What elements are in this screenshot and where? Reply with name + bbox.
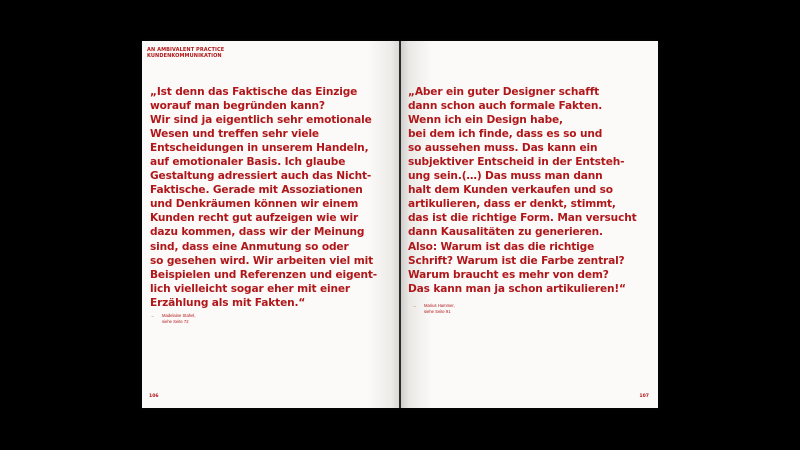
note-author: Marius Hammer, xyxy=(424,303,455,308)
quote-line: Erzählung als mit Fakten.“ xyxy=(150,296,306,309)
quote-line: Schrift? Warum ist die Farbe zentral? xyxy=(408,254,625,267)
quote-line: dazu kommen, dass wir der Meinung xyxy=(150,226,365,239)
arrow-right-icon: → xyxy=(150,313,155,318)
quote-line: Warum braucht es mehr von dem? xyxy=(408,268,609,281)
quote-line: subjektiver Entscheid in der Entsteh- xyxy=(408,156,625,169)
quote-line: Wesen und treffen sehr viele xyxy=(150,128,319,141)
book-spread xyxy=(142,41,658,408)
quote-left xyxy=(150,85,377,310)
running-header xyxy=(147,47,224,59)
quote-line: dann Kausalitäten zu generieren. xyxy=(408,226,603,239)
page-number-left: 106 xyxy=(149,394,159,399)
quote-line: dann schon auch formale Fakten. xyxy=(408,100,603,113)
quote-line: halt dem Kunden verkaufen und so xyxy=(408,184,613,197)
header-subtitle: KUNDENKOMMUNIKATION xyxy=(147,53,222,59)
header-title: AN AMBIVALENT PRACTICE xyxy=(147,47,225,53)
arrow-right-icon: → xyxy=(412,303,417,308)
quote-line: und Denkräumen können wir einem xyxy=(150,198,359,211)
note-reference: siehe Seite 91 xyxy=(424,309,451,314)
note-author: Madelaine Stahel, xyxy=(162,313,196,318)
page-number-right: 107 xyxy=(639,394,649,399)
quote-line: ung sein.(…) Das muss man dann xyxy=(408,170,603,183)
quote-right xyxy=(408,85,637,296)
quote-line: artikulieren, dass er denkt, stimmt, xyxy=(408,198,616,211)
right-page xyxy=(401,41,658,408)
left-page xyxy=(142,41,399,408)
quote-line: „Ist denn das Faktische das Einzige xyxy=(150,86,358,98)
quote-line: worauf man begründen kann? xyxy=(150,100,325,113)
quote-line: auf emotionaler Basis. Ich glaube xyxy=(150,156,346,169)
quote-line: Entscheidungen in unserem Handeln, xyxy=(150,142,369,155)
quote-line: „Aber ein guter Designer schafft xyxy=(408,86,600,98)
quote-line: Gestaltung adressiert auch das Nicht- xyxy=(150,170,372,183)
note-reference: siehe Seite 72 xyxy=(162,319,189,324)
quote-line: Beispielen und Referenzen und eigent- xyxy=(150,268,378,281)
quote-line: Wenn ich ein Design habe, xyxy=(408,114,563,127)
quote-line: bei dem ich finde, dass es so und xyxy=(408,128,603,141)
quote-line: sind, dass eine Anmutung so oder xyxy=(150,240,349,253)
quote-line: so aussehen muss. Das kann ein xyxy=(408,142,598,155)
quote-line: Wir sind ja eigentlich sehr emotionale xyxy=(150,114,372,127)
quote-line: Also: Warum ist das die richtige xyxy=(408,240,595,253)
quote-line: das ist die richtige Form. Man versucht xyxy=(408,212,637,225)
quote-line: Kunden recht gut aufzeigen wie wir xyxy=(150,212,359,225)
quote-line: lich vielleicht sogar eher mit einer xyxy=(150,282,350,295)
quote-line: so gesehen wird. Wir arbeiten viel mit xyxy=(150,254,373,267)
quote-line: Das kann man ja schon artikulieren!“ xyxy=(408,282,626,295)
quote-line: Faktische. Gerade mit Assoziationen xyxy=(150,184,363,197)
